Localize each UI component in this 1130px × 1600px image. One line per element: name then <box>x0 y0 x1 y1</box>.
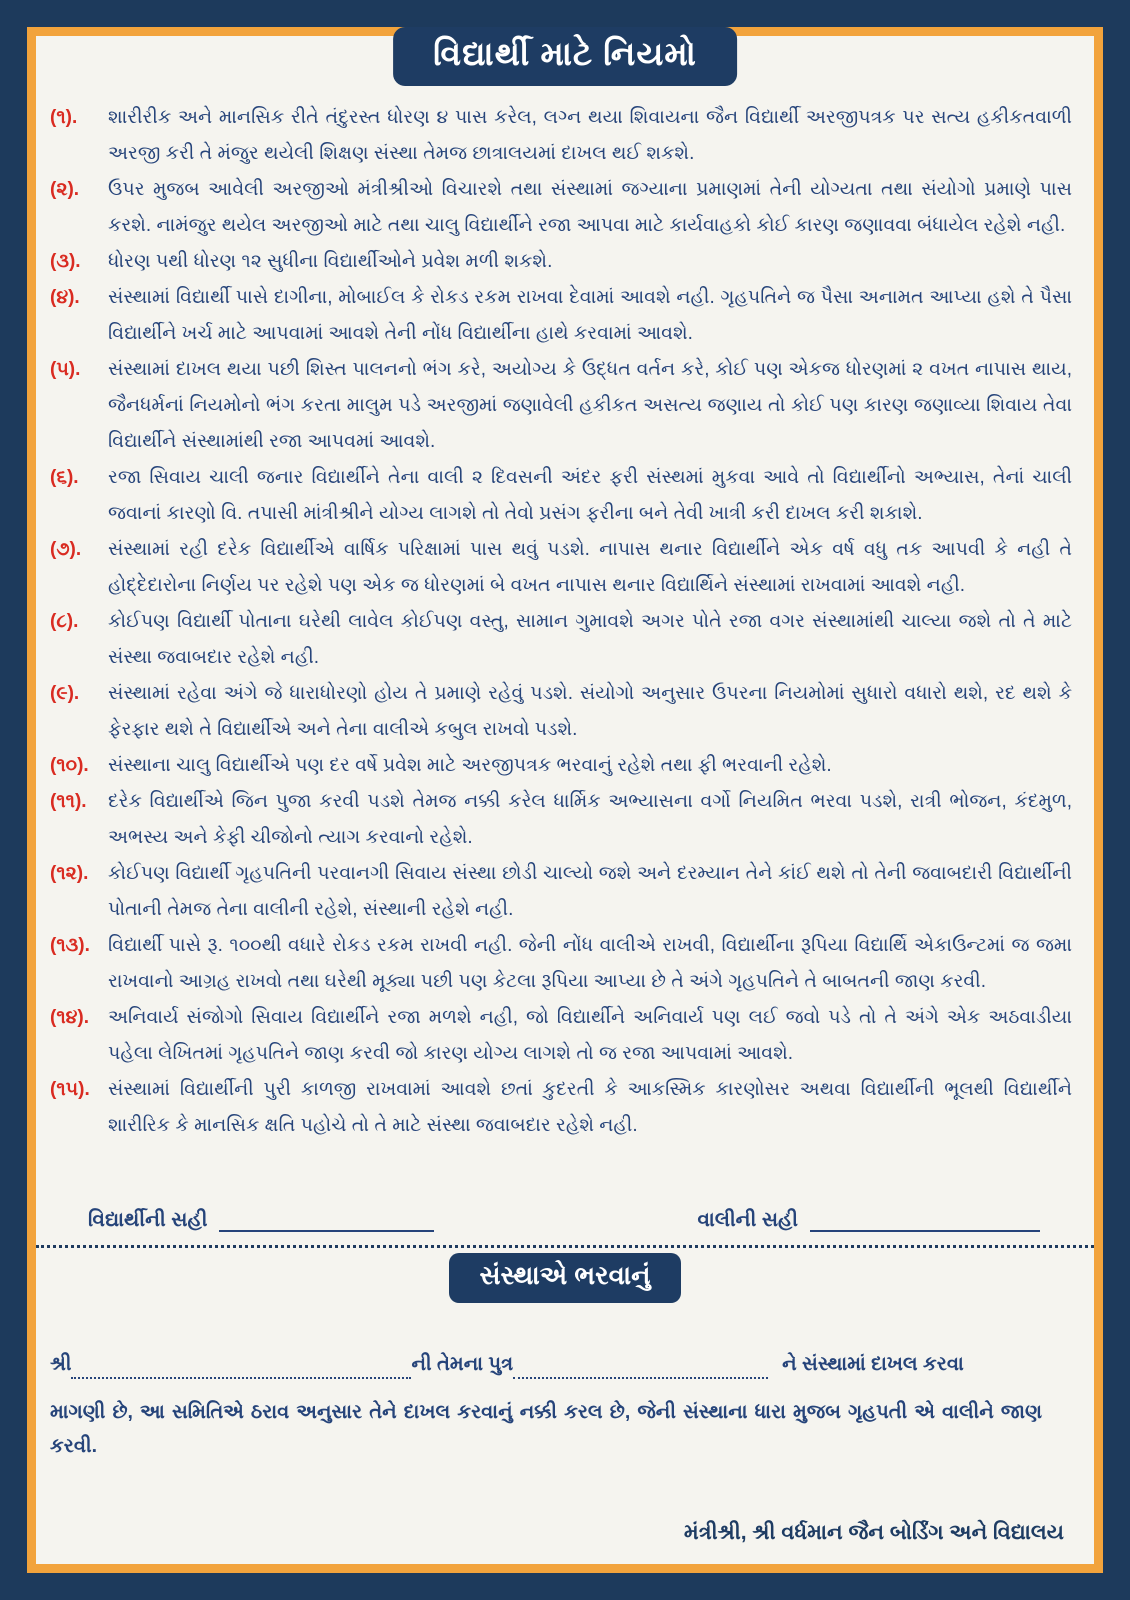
rule-text: કોઈપણ વિદ્યાર્થી ગૃહપતિની પરવાનગી સિવાય સંસ્થા છોડી ચાલ્યો જશે અને દરમ્યાન તેને કાંઈ થશે તો તેની જવાબદારી વિદ્યાર્થીની પોતાની તેમજ તેના વાલીની રહેશે, સંસ્થાની રહેશે નહી. <box>108 863 1072 920</box>
document-frame <box>27 27 1103 1573</box>
rule-text: વિદ્યાર્થી પાસે રૂ. ૧૦૦થી વધારે રોકડ રકમ રાખવી નહી. જેની નોંધ વાલીએ રાખવી, વિદ્યાર્થીના રૂપિયા વિદ્યાર્થિ એકાઉન્ટમાં જ જમા રાખવાનો આગ્રહ રાખવો તથા ઘરેથી મૂક્યા પછી પણ કેટલા રૂપિયા આપ્યા છે તે અંગે ગૃહપતિને તે બાબતની જાણ કરવી. <box>108 935 1072 992</box>
rule-number: (૭). <box>50 539 82 560</box>
fillin-line-2: માગણી છે, આ સમિતિએ ઠરાવ અનુસાર તેને દાખલ કરવાનું નક્કી કરલ છે, જેની સંસ્થાના ધારા મુજબ ગૃહપતી એ વાલીને જાણ કરવી. <box>50 1401 1042 1457</box>
rule-number: (૧૩). <box>50 935 90 956</box>
fillin-suffix-label: ને સંસ્થામાં દાખલ કરવા <box>782 1353 964 1375</box>
rule-text: રજા સિવાય ચાલી જનાર વિદ્યાર્થીને તેના વાલી ૨ દિવસની અંદર ફરી સંસ્થમાં મુકવા આવે તો વિદ્યાર્થીનો અભ્યાસ, તેનાં ચાલી જવાનાં કારણો વિ. તપાસી માંત્રીશ્રીને યોગ્ય લાગશે તો તેવો પ્રસંગ ફરીના બને તેવી ખાત્રી કરી દાખલ કરી શકાશે. <box>108 467 1072 524</box>
student-signature-group <box>88 1206 434 1232</box>
rule-text: ધોરણ ૫થી ધોરણ ૧૨ સુધીના વિદ્યાર્થીઓને પ્રવેશ મળી શકશે. <box>108 251 553 272</box>
guardian-signature-line[interactable] <box>810 1206 1040 1232</box>
rule-text: સંસ્થામાં વિદ્યાર્થી પાસે દાગીના, મોબાઈલ કે રોકડ રકમ રાખવા દેવામાં આવશે નહી. ગૃહપતિને જ પૈસા અનામત આપ્યા હશે તે પૈસા વિદ્યાર્થીને ખર્ચ માટે આપવામાં આવશે તેની નોંધ વિદ્યાર્થીના હાથે કરવામાં આવશે. <box>108 287 1072 344</box>
rule-item <box>50 100 1072 172</box>
rule-text: ઉપર મુજબ આવેલી અરજીઓ મંત્રીશ્રીઓ વિચારશે તથા સંસ્થામાં જગ્યાના પ્રમાણમાં તેની યોગ્યતા તથા સંયોગો પ્રમાણે પાસ કરશે. નામંજુર થયેલ અરજીઓ માટે તથા ચાલુ વિદ્યાર્થીને રજા આપવા માટે કાર્યવાહકો કોઈ કારણ જણાવવા બંધાયેલ રહેશે નહી. <box>108 179 1072 236</box>
rule-number: (૧૦). <box>50 755 89 776</box>
guardian-name-field[interactable] <box>71 1355 411 1379</box>
rule-text: શારીરીક અને માનસિક રીતે તંદુરસ્ત ધોરણ ૪ પાસ કરેલ, લગ્ન થયા શિવાયના જૈન વિદ્યાર્થી અરજીપત્રક પર સત્ય હકીકતવાળી અરજી કરી તે મંજુર થયેલી શિક્ષણ સંસ્થા તેમજ છાત્રાલયમાં દાખલ થઈ શકશે. <box>108 107 1072 164</box>
rule-text: કોઈપણ વિદ્યાર્થી પોતાના ઘરેથી લાવેલ કોઈપણ વસ્તુ, સામાન ગુમાવશે અગર પોતે રજા વગર સંસ્થામાંથી ચાલ્યા જશે તો તે માટે સંસ્થા જવાબદાર રહેશે નહી. <box>108 611 1072 668</box>
son-name-field[interactable] <box>513 1355 768 1379</box>
rule-item <box>50 604 1072 676</box>
rule-item <box>50 784 1072 856</box>
student-signature-line[interactable] <box>219 1206 434 1232</box>
rule-text: સંસ્થામાં રહી દરેક વિદ્યાર્થીએ વાર્ષિક પરિક્ષામાં પાસ થવું પડશે. નાપાસ થનાર વિદ્યાર્થીને એક વર્ષ વધુ તક આપવી કે નહી તે હોદ્દેદારોના નિર્ણય પર રહેશે પણ એક જ ધોરણમાં બે વખત નાપાસ થનાર વિદ્યાર્થિને સંસ્થામાં રાખવામાં આવશે નહી. <box>108 539 1072 596</box>
rule-number: (૧૫). <box>50 1079 90 1100</box>
rule-item <box>50 748 1072 784</box>
rule-number: (૯). <box>50 683 80 704</box>
fillin-line-1 <box>50 1349 1042 1379</box>
fillin-prefix-label: શ્રી <box>50 1353 72 1375</box>
rule-number: (૧૨). <box>50 863 89 884</box>
rule-number: (૮). <box>50 611 79 632</box>
rule-number: (૩). <box>50 251 81 272</box>
rule-text: સંસ્થામાં વિદ્યાર્થીની પુરી કાળજી રાખવામાં આવશે છતાં કુદરતી કે આકસ્મિક કારણોસર અથવા વિદ્યાર્થીની ભૂલથી વિદ્યાર્થીને શારીરિક કે માનસિક ક્ષતિ પહોચે તો તે માટે સંસ્થા જવાબદાર રહેશે નહી. <box>108 1079 1072 1136</box>
rule-text: સંસ્થામાં દાખલ થયા પછી શિસ્ત પાલનનો ભંગ કરે, અયોગ્ય કે ઉદ્ધત વર્તન કરે, કોઈ પણ એકજ ધોરણમાં ૨ વખત નાપાસ થાય, જૈનધર્મનાં નિયમોનો ભંગ કરતા માલુમ પડે અરજીમાં જણાવેલી હકીકત અસત્ય જણાય તો કોઈ પણ કારણ જણાવ્યા શિવાય તેવા વિદ્યાર્થીને સંસ્થામાંથી રજા આપવમાં આવશે. <box>108 359 1072 452</box>
page-title: વિદ્યાર્થી માટે નિયમો <box>393 27 737 86</box>
rule-number: (૪). <box>50 287 80 308</box>
rule-item <box>50 856 1072 928</box>
rule-item <box>50 532 1072 604</box>
rule-item <box>50 676 1072 748</box>
rule-number: (૧૪). <box>50 1007 90 1028</box>
student-signature-label: વિદ્યાર્થીની સહી <box>88 1209 208 1231</box>
rule-item <box>50 280 1072 352</box>
rule-number: (૨). <box>50 179 80 200</box>
fillin-middle-label: ની તેમના પુત્ર <box>411 1353 514 1375</box>
rule-item <box>50 1000 1072 1072</box>
rule-number: (૫). <box>50 359 81 380</box>
rule-number: (૧૧). <box>50 791 87 812</box>
rule-item <box>50 460 1072 532</box>
rule-text: સંસ્થામાં રહેવા અંગે જે ધારાધોરણો હોય તે પ્રમાણે રહેવું પડશે. સંયોગો અનુસાર ઉપરના નિયમોમાં સુધારો વધારો થશે, રદ થશે કે ફેરફાર થશે તે વિદ્યાર્થીએ અને તેના વાલીએ કબુલ રાખવો પડશે. <box>108 683 1072 740</box>
office-fillin-block <box>50 1349 1042 1463</box>
rule-text: દરેક વિદ્યાર્થીએ જિન પુજા કરવી પડશે તેમજ નક્કી કરેલ ધાર્મિક અભ્યાસના વર્ગો નિયમિત ભરવા પડશે, રાત્રી ભોજન, કંદમુળ, અભસ્ય અને કેફી ચીજોનો ત્યાગ કરવાનો રહેશે. <box>108 791 1072 848</box>
rule-item <box>50 172 1072 244</box>
rule-item <box>50 928 1072 1000</box>
rule-item <box>50 1072 1072 1144</box>
rule-text: સંસ્થાના ચાલુ વિદ્યાર્થીએ પણ દર વર્ષે પ્રવેશ માટે અરજીપત્રક ભરવાનું રહેશે તથા ફી ભરવાની રહેશે. <box>108 755 832 776</box>
guardian-signature-label: વાલીની સહી <box>697 1209 798 1231</box>
rule-item <box>50 244 1072 280</box>
rules-list <box>50 100 1072 1144</box>
guardian-signature-group <box>697 1206 1040 1232</box>
secretary-signoff: મંત્રીશ્રી, શ્રી વર્ધમાન જૈન બોર્ડિંગ અને વિદ્યાલય <box>683 1521 1064 1544</box>
rule-item <box>50 352 1072 460</box>
rule-number: (૧). <box>50 107 78 128</box>
dotted-divider <box>36 1245 1094 1248</box>
office-section-heading: સંસ્થાએ ભરવાનું <box>449 1253 680 1303</box>
rule-number: (૬). <box>50 467 79 488</box>
rule-text: અનિવાર્ય સંજોગો સિવાય વિદ્યાર્થીને રજા મળશે નહી, જો વિદ્યાર્થીને અનિવાર્ય પણ લઈ જવો પડે તો તે અંગે એક અઠવાડીયા પહેલા લેખિતમાં ગૃહપતિને જાણ કરવી જો કારણ યોગ્ય લાગશે તો જ રજા આપવામાં આવશે. <box>108 1007 1072 1064</box>
signature-row <box>88 1206 1040 1232</box>
